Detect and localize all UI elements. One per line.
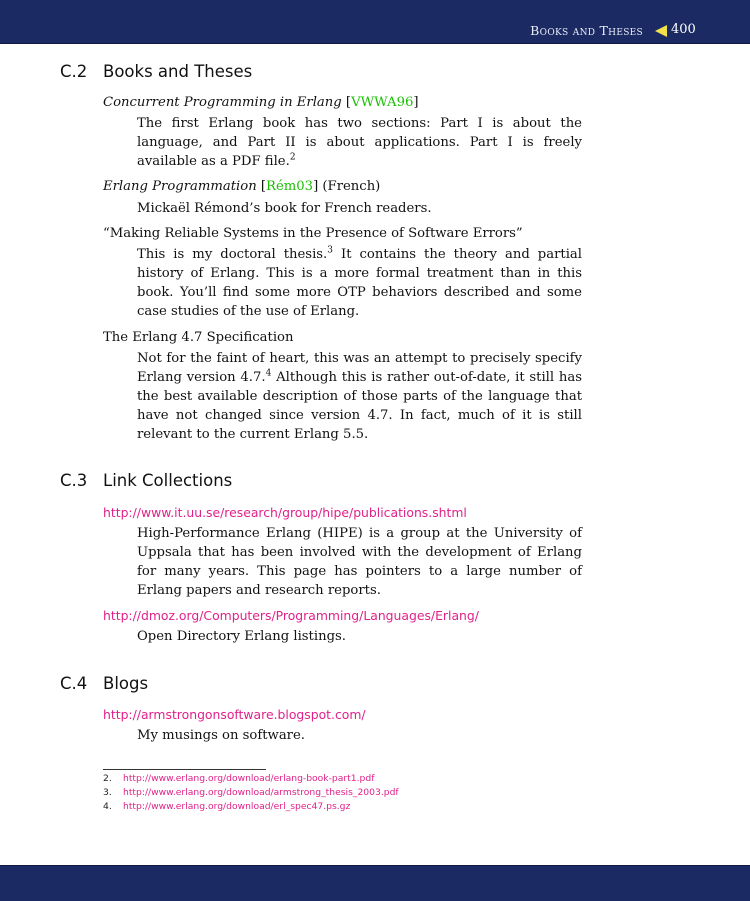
- book-entry-title: The Erlang 4.7 Specification: [103, 330, 294, 345]
- footnote-url[interactable]: http://www.erlang.org/download/armstrong_thesis_2003.pdf: [123, 787, 399, 798]
- footnote: 3. http://www.erlang.org/download/armstrong_thesis_2003.pdf: [103, 787, 399, 798]
- blog-description: My musings on software.: [137, 728, 305, 743]
- previous-page-arrow-icon[interactable]: [655, 25, 667, 37]
- blog-url[interactable]: http://armstrongonsoftware.blogspot.com/: [103, 707, 366, 722]
- link-url[interactable]: http://dmoz.org/Computers/Programming/Languages/Erlang/: [103, 608, 479, 623]
- book-entry-title: Erlang Programmation [Rém03] (French): [103, 179, 381, 194]
- footnote-divider: [103, 769, 266, 770]
- footnote-marker[interactable]: 2: [289, 152, 296, 163]
- book-entry-description: This is my doctoral thesis.$^3$ It contains the theory and partial history of Erlang. This is a more formal treatment than in this book. You’ll find some more OTP behaviors described and some case studies of the use of Erlang.: [137, 245, 582, 319]
- footnote-url[interactable]: http://www.erlang.org/download/erl_spec47.ps.gz: [123, 801, 351, 812]
- footnote: 2. http://www.erlang.org/download/erlang-book-part1.pdf: [103, 773, 375, 784]
- book-entry-description: Not for the faint of heart, this was an attempt to precisely specify Erlang version 4.7.$^4$ Although this is rather out-of-date, it still has the best available description of those parts of the language that have not changed since version 4.7. In fact, much of it is still relevant to the current Erlang 5.5.: [137, 351, 582, 442]
- book-entry-title: Concurrent Programming in Erlang [VWWA96]: [103, 95, 419, 110]
- section-heading-books: C.2 Books and Theses: [60, 62, 253, 81]
- footnote-marker[interactable]: 4: [265, 368, 272, 379]
- citation-link[interactable]: Rém03: [266, 179, 314, 194]
- footer-bar: [0, 865, 750, 901]
- footnote-url[interactable]: http://www.erlang.org/download/erlang-book-part1.pdf: [123, 773, 375, 784]
- section-heading-blogs: C.4 Blogs: [60, 674, 149, 693]
- footnote-marker[interactable]: 3: [327, 245, 333, 256]
- book-entry-description: The first Erlang book has two sections: Part I is about the language, and Part II is about applications. Part I is freely available as a PDF file.$^2$: [137, 116, 582, 169]
- running-header-title: Books and Theses: [530, 23, 643, 38]
- header-bar: [0, 0, 750, 44]
- page-number: 400: [671, 22, 696, 37]
- link-url[interactable]: http://www.it.uu.se/research/group/hipe/publications.shtml: [103, 505, 467, 520]
- link-description: High-Performance Erlang (HIPE) is a group at the University of Uppsala that has been involved with the development of Erlang for many years. This page has pointers to a large number of Erlang papers and research reports.: [137, 526, 582, 598]
- footnote: 4. http://www.erlang.org/download/erl_spec47.ps.gz: [103, 801, 351, 812]
- link-description: Open Directory Erlang listings.: [137, 629, 346, 644]
- citation-link[interactable]: VWWA96: [351, 95, 414, 110]
- book-entry-title: “Making Reliable Systems in the Presence of Software Errors”: [103, 226, 523, 241]
- book-entry-description: Mickaël Rémond’s book for French readers.: [137, 201, 432, 216]
- section-heading-links: C.3 Link Collections: [60, 471, 233, 490]
